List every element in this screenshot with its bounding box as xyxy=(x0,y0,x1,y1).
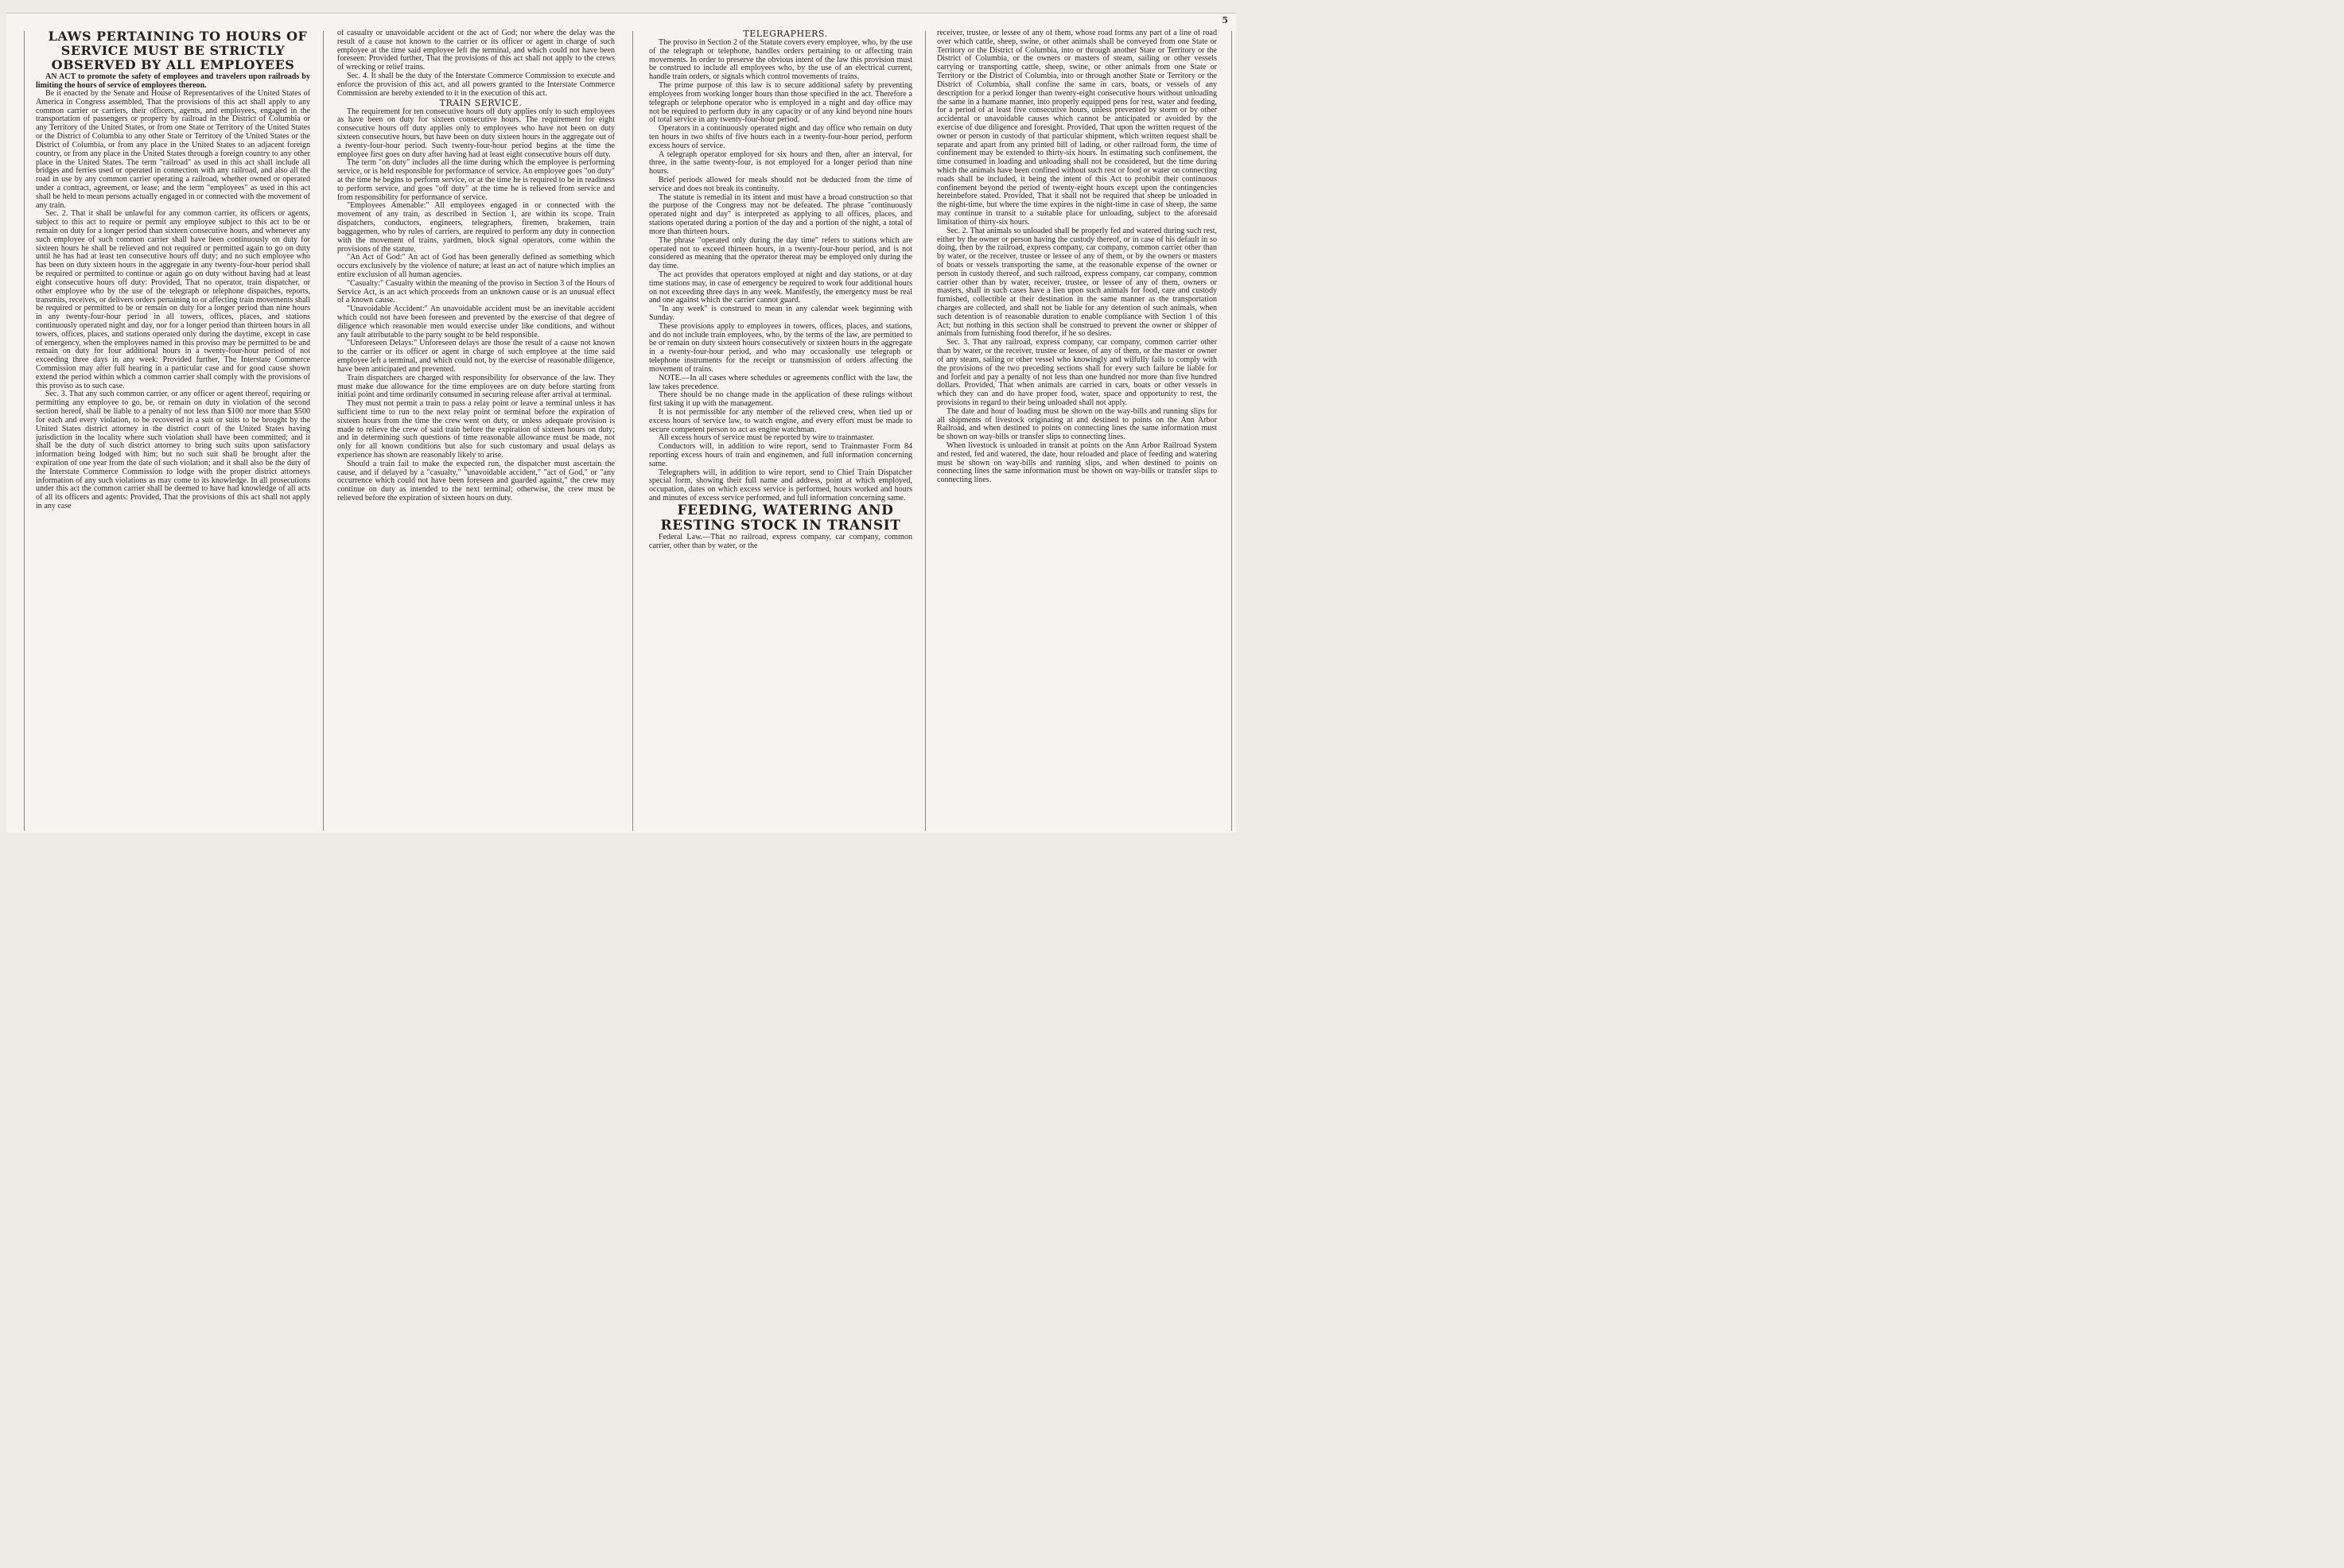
newspaper-page xyxy=(6,13,1236,833)
act-title: AN ACT to promote the safety of employees and travelers upon railroads by limiting the hours of service of employees thereon. xyxy=(36,72,310,90)
paragraph: A telegraph operator employed for six hours and then, after an interval, for three, in the same twenty-four, is not employed for a longer period than nine hours. xyxy=(649,149,912,177)
paragraph: Sec. 2. That it shall be unlawful for any common carrier, its officers or agents, subject to this act to require or permit any employee subject to this act to be or remain on duty for a longer period than sixteen consecutive hours, and whenever any such employee of such common carrier shall have been continuously on duty for sixteen hours he shall be relieved and not required or permitted again to go on duty until he has had at least ten consecutive hours off duty; and no such employee who has been on duty sixteen hours in the aggregate in any twenty-four-hour period shall be required or permitted to continue or again go on duty without having had at least eight consecutive hours off duty: Provided, That no operator, train dispatcher, or other employee who by the use of the telegraph or telephone dispatches, reports, transmits, receives, or delivers orders pertaining to or affecting train movements shall be required or permitted to be or remain on duty for a longer period than nine hours in any twenty-four-hour period in all towers, offices, places, and stations continuously operated night and day, nor for a longer period than thirteen hours in all towers, offices, places, and stations operated only during the daytime, except in case of emergency, when the employees named in this proviso may be permitted to be and remain on duty for four additional hours in a twenty-four-hour period of not exceeding three days in any week: Provided further, The Interstate Commerce Commission may after full hearing in a particular case and for good cause shown extend the period within which a common carrier shall comply with the provisions of this proviso as to such case. xyxy=(36,209,310,390)
paragraph: Sec. 4. It shall be the duty of the Interstate Commerce Commission to execute and enforce the provision of this act, and all powers granted to the Interstate Commerce Commission are hereby extended to it in the execution of this act. xyxy=(337,72,615,98)
paragraph: These provisions apply to employees in towers, offices, places, and stations, and do not include train employees, who, by the terms of the law, are permitted to be or remain on duty sixteen hours consecutively or sixteen hours in the aggregate in a twenty-four-hour period, and who may occasionally use telegraph or telephone instruments for the receipt or transmission of orders affecting the movement of trains. xyxy=(649,321,912,374)
paragraph: The date and hour of loading must be shown on the way-bills and running slips for all shipments of livestock originating at and destined to points on the Ann Arbor Railroad, and when destined to points on connecting lines the same information must be shown on way-bills or transfer slips to connecting lines. xyxy=(937,406,1217,442)
column-1 xyxy=(36,29,310,831)
section-subhead: TELEGRAPHERS. xyxy=(743,29,828,39)
column-rule xyxy=(24,31,25,831)
paragraph: Telegraphers will, in addition to wire report, send to Chief Train Dispatcher special form, showing their full name and address, point at which employed, occupation, dates on which excess service is performed, hours worked and hours and minutes of excess service performed, and full information concerning same. xyxy=(649,468,912,503)
paragraph: Be it enacted by the Senate and House of Representatives of the United States of America in Congress assembled, That the provisions of this act shall apply to any common carrier or carriers, their officers, agents, and employees, engaged in the transportation of passengers or property by railroad in the District of Columbia or any Territory of the United States, or from one State or Territory of the United States or the District of Columbia to any other State or Territory of the United States or the District of Columbia, or from any place in the United States to an adjacent foreign country, or from any place in the United States through a foreign country to any other place in the United States. The term "railroad" as used in this act shall include all bridges and ferries used or operated in connection with any railroad, and also all the road in use by any common carrier operating a railroad, whether owned or operated under a contract, agreement, or lease; and the term "employees" as used in this act shall be held to mean persons actually engaged in or connected with the movement of any train. xyxy=(36,89,310,210)
column-rule xyxy=(925,31,926,831)
column-2 xyxy=(337,29,615,831)
article-headline: FEEDING, WATERING AND RESTING STOCK IN TRANSIT xyxy=(660,502,901,534)
paragraph: Conductors will, in addition to wire report, send to Trainmaster Form 84 reporting excess hours of train and enginemen, and full information concerning same. xyxy=(649,442,912,468)
paragraph: They must not permit a train to pass a relay point or leave a terminal unless it has sufficient time to run to the next relay point or terminal before the expiration of sixteen hours from the time the crew went on duty, or unless adequate provision is made to relieve the crew of said train before the expiration of sixteen hours on duty; and in determining such questions of time reasonable allowance must be made, not only for all known conditions but also for such customary and usual delays as experience has shown are reasonably likely to arise. xyxy=(337,399,615,460)
column-3 xyxy=(649,29,912,831)
paragraph: Federal Law.—That no railroad, express company, car company, common carrier, other than by water, or the xyxy=(649,532,912,550)
paragraph: "An Act of God:" An act of God has been generally defined as something which occurs exclusively by the violence of nature; at least an act of nature which implies an entire exclusion of all human agencies. xyxy=(337,253,615,279)
section-subhead: TRAIN SERVICE. xyxy=(439,97,523,108)
paragraph: The act provides that operators employed at night and day stations, or at day time stations may, in case of emergency be required to work four additional hours on not exceeding three days in any week. Manifestly, the emergency must be real and one against which the carrier cannot guard. xyxy=(649,270,912,305)
paragraph: "Unavoidable Accident:" An unavoidable accident must be an inevitable accident which could not have been foreseen and prevented by the exercise of that degree of diligence which reasonable men would exercise under like conditions, and without any fault attributable to the party sought to be held responsible. xyxy=(337,305,615,340)
paragraph: NOTE.—In all cases where schedules or agreements conflict with the law, the law takes precedence. xyxy=(649,373,912,391)
paragraph: of casualty or unavoidable accident or the act of God; nor where the delay was the result of a cause not known to the carrier or its officer or agent in charge of such employee at the time said employee left the terminal, and which could not have been foreseen: Provided further, That the provisions of this act shall not apply to the crews of wrecking or relief trains. xyxy=(337,29,615,72)
paragraph: Train dispatchers are charged with responsibility for observance of the law. They must make due allowance for the time employees are on duty before starting from initial point and time ordinarily consumed in securing release after arrival at terminal. xyxy=(337,373,615,400)
paragraph: "In any week" is construed to mean in any calendar week beginning with Sunday. xyxy=(649,305,912,322)
paragraph: There should be no change made in the application of these rulings without first taking it up with the management. xyxy=(649,390,912,409)
paragraph: The statute is remedial in its intent and must have a broad construction so that the purpose of the Congress may not be defeated. The phrase "continuously operated night and day" is interpreted as applying to all offices, places, and stations operated during a portion of the day and a portion of the night, a total of more than thirteen hours. xyxy=(649,192,912,236)
paragraph: The prime purpose of this law is to secure additional safety by preventing employees from working longer hours than those specified in the act. Therefore a telegraph or telephone operator who is employed in a night and day office may not be required to perform duty in any capacity or of any kind beyond nine hours of total service in any twenty-four-hour period. xyxy=(649,81,912,125)
paragraph: When livestock is unloaded in transit at points on the Ann Arbor Railroad System and rested, fed and watered, the date, hour reloaded and place of feeding and watering must be shown on way-bills and running slips, and when destined to points on connecting lines the same information must be shown on way-bills or transfer slips to connecting lines. xyxy=(937,441,1217,485)
paragraph: Operators in a continuously operated night and day office who remain on duty ten hours in two shifts of five hours each in a twenty-four-hour period, perform excess hours of service. xyxy=(649,124,912,150)
paragraph: Should a train fail to make the expected run, the dispatcher must ascertain the cause, and if delayed by a "casualty," "unavoidable accident," "act of God," or "any occurrence which could not have been foreseen and guarded against," the crew may continue on duty as intended to the next terminal; otherwise, the crew must be relieved before the expiration of sixteen hours on duty. xyxy=(337,459,615,503)
column-rule xyxy=(1231,31,1232,831)
paragraph: Sec. 3. That any such common carrier, or any officer or agent thereof, requiring or permitting any employee to go, be, or remain on duty in violation of the second section hereof, shall be liable to a penalty of not less than $100 nor more than $500 for each and every violation, to be recovered in a suit or suits to be brought by the United States district attorney in the district court of the United States having jurisdiction in the locality where such violation shall have been committed; and it shall be the duty of such district attorney to bring such suits upon satisfactory information being lodged with him; but no such suit shall be brought after the expiration of one year from the date of such violation; and it shall also be the duty of the Interstate Commerce Commission to lodge with the proper district attorneys information of any such violations as may come to its knowledge. In all prosecutions under this act the common carrier shall be deemed to have had knowledge of all acts of all its officers and agents: Provided, That the provisions of this act shall not apply in any case xyxy=(36,390,310,510)
paragraph: It is not permissible for any member of the relieved crew, when tied up or excess hours of service law, to watch engine, and every effort must be made to secure competent person to act as engine watchman. xyxy=(649,407,912,434)
paragraph: receiver, trustee, or lessee of any of them, whose road forms any part of a line of road over which cattle, sheep, swine, or other animals shall be conveyed from one State or Territory or the District of Columbia, into or through another State or Territory or the District of Columbia, or the owners or masters of steam, sailing or other vessels carrying or transporting cattle, sheep, swine, or other animals from one State or Territory or the District of Columbia, into or through another State or Territory or the District of Columbia, shall confine the same in cars, boats, or vessels of any description for a period longer than twenty-eight consecutive hours without unloading the same in a humane manner, into properly equipped pens for rest, water and feeding, for a period of at least five consecutive hours, unless prevented by storm or by other accidental or unavoidable causes which cannot be anticipated or avoided by the exercise of due diligence and foresight. Provided, That upon the written request of the owner or person in custody of that particular shipment, which written request shall be separate and apart from any printed bill of lading, or other railroad form, the time of confinement may be extended to thirty-six hours. In estimating such confinement, the time consumed in loading and unloading shall not be considered, but the time during which the animals have been confined without such rest or food or water on connecting roads shall be included, it being the intent of this Act to prohibit their continuous confinement beyond the period of twenty-eight hours except upon the contingencies hereinbefore stated. Provided, That it shall not be required that sheep be unloaded in the night-time, but where the time expires in the night-time in case of sheep, the same may continue in transit to a suitable place for unloading, subject to the aforesaid limitation of thirty-six hours. xyxy=(937,29,1217,227)
paragraph: "Employees Amenable:" All employees engaged in or connected with the movement of any train, as described in Section 1, are within its scope. Train dispatchers, conductors, engineers, telegraphers, firemen, brakemen, train baggagemen, who by rules of carriers, are required to perform any duty in connection with the movement of trains, yardmen, block signal operators, come within the provisions of the statute. xyxy=(337,201,615,254)
paragraph: "Unforeseen Delays:" Unforeseen delays are those the result of a cause not known to the carrier or its officer or agent in charge of such employee at the time said employee left a terminal, and which could not, by the exercise of reasonable diligence, have been anticipated and prevented. xyxy=(337,339,615,374)
column-rule xyxy=(632,31,633,831)
paragraph: The proviso in Section 2 of the Statute covers every employee, who, by the use of the telegraph or telephone, handles orders pertaining to or affecting train movements. In order to preserve the obvious intent of the law this provision must be construed to include all employees who, by the use of an electrical current, handle train orders, or signals which control movements of trains. xyxy=(649,38,912,82)
paragraph: All excess hours of service must be reported by wire to trainmaster. xyxy=(659,433,875,443)
column-rule xyxy=(323,31,324,831)
column-4 xyxy=(937,29,1217,831)
paragraph: The requirement for ten consecutive hours off duty applies only to such employees as have been on duty for sixteen consecutive hours. The requirement for eight consecutive hours off duty applies only to employees who have not been on duty sixteen consecutive hours, but have been on duty sixteen hours in the aggregate out of a twenty-four-hour period. Such twenty-four-hour period begins at the time the employee first goes on duty after having had at least eight consecutive hours off duty. xyxy=(337,107,615,159)
paragraph: The term "on duty" includes all the time during which the employee is performing service, or is held responsible for performance of service. An employee goes "on duty" at the time he begins to perform service, or at the time he is required to be in readiness to perform service, and goes "off duty" at the time he is relieved from service and from responsibility for performance of service. xyxy=(337,158,615,202)
paragraph: Brief periods allowed for meals should not be deducted from the time of service and does not break its continuity. xyxy=(649,176,912,193)
paragraph: Sec. 2. That animals so unloaded shall be properly fed and watered during such rest, either by the owner or person having the custody thereof, or in case of his default in so doing, then by the railroad, express company, car company, common carrier other than by water, or the receiver, trustee or lessee of any of them, or by the owners or masters of boats or vessels transporting the same, at the reasonable expense of the owner or person in custody thereof, and such railroad, express company, car company, common carrier other than by water, receiver, trustee, or lessee of any of them, owners or masters, shall in such cases have a lien upon such animals for food, care and custody furnished, collectible at their destination in the same manner as the transportation charges are collected, and shall not be liable for any detention of such animals, when such detention is of reasonable duration to enable compliance with Section 1 of this Act; but nothing in this section shall be construed to prevent the owner or shipper of animals from furnishing food therefor, if he so desires. xyxy=(937,226,1217,339)
paragraph: "Casualty:" Casualty within the meaning of the proviso in Section 3 of the Hours of Service Act, is an act which proceeds from an unknown cause or is an unusual effect of a known cause. xyxy=(337,278,615,305)
article-headline: LAWS PERTAINING TO HOURS OF SERVICE MUST BE STRICTLY OBSERVED BY ALL EMPLOYEES xyxy=(48,29,308,72)
page-number: 5 xyxy=(1222,15,1228,25)
paragraph: The phrase "operated only during the day time" refers to stations which are operated not to exceed thirteen hours, in a twenty-four-hour period, and is not considered as meaning that the operator thereat may be employed only during the day time. xyxy=(649,235,912,271)
paragraph: Sec. 3. That any railroad, express company, car company, common carrier other than by water, or the receiver, trustee or lessee, of any of them, or the master or owner of any steam, sailing or other vessel who knowingly and wilfully fails to comply with the provisions of the two preceding sections shall for every such failure be liable for and forfeit and pay a penalty of not less than one hundred nor more than five hundred dollars. Provided, That when animals are carried in cars, boats or other vessels in which they can and do have proper food, water, space and opportunity to rest, the provisions in regard to their being unloaded shall not apply. xyxy=(937,338,1217,407)
